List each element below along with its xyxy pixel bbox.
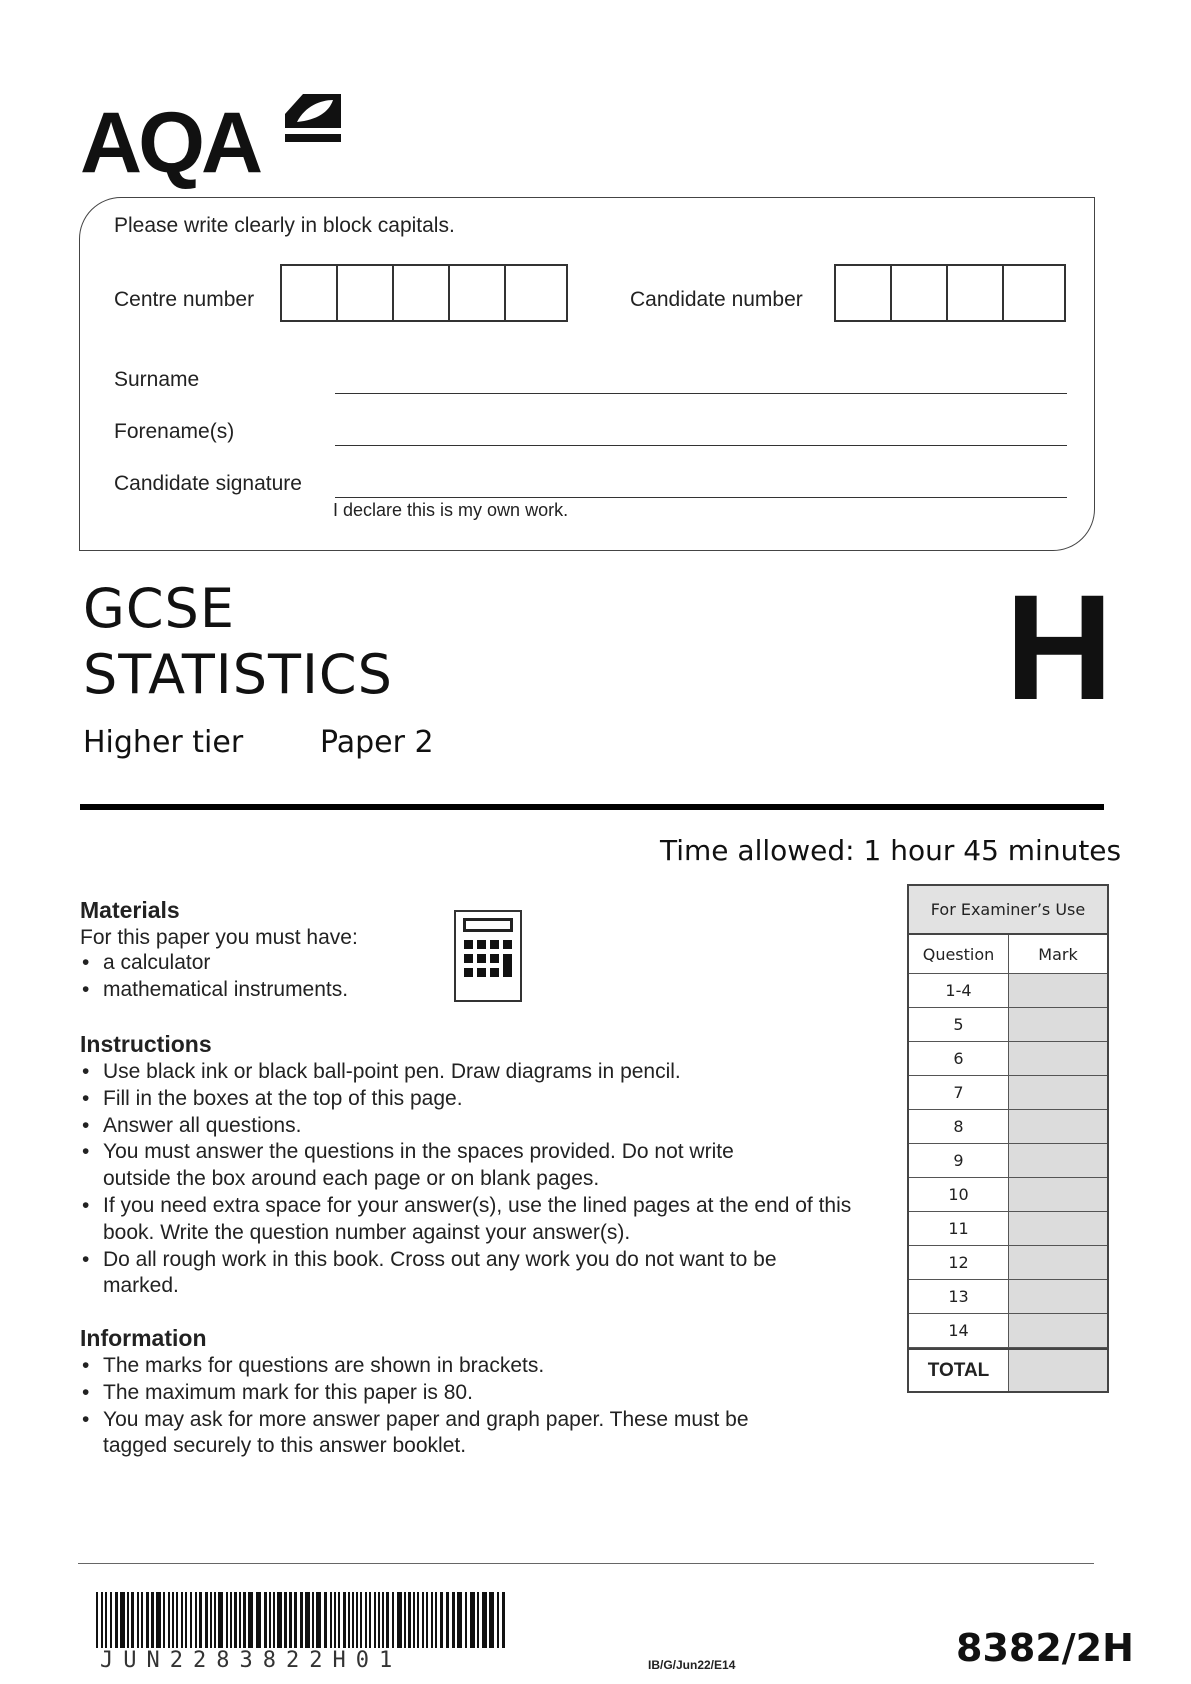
question-column-header: Question	[909, 935, 1009, 973]
mark-cell	[1009, 1212, 1107, 1245]
mark-cell	[1009, 1178, 1107, 1211]
mark-cell	[1009, 1008, 1107, 1041]
instructions-list	[80, 1059, 880, 1300]
mark-cell	[1009, 1144, 1107, 1177]
centre-number-digit-box[interactable]	[506, 266, 562, 320]
candidate-number-digit-box[interactable]	[892, 266, 948, 320]
list-item: • The maximum mark for this paper is 80.	[80, 1380, 820, 1407]
tier-label: Higher tier	[83, 725, 244, 760]
information-heading: Information	[80, 1325, 207, 1351]
materials-heading: Materials	[80, 897, 180, 923]
mark-column-header: Mark	[1009, 935, 1107, 973]
question-number: 8	[909, 1110, 1009, 1143]
materials-list	[80, 950, 460, 1004]
list-item: • If you need extra space for your answer(s), use the lined pages at the end of this book. Write the question number against your answer(s).	[80, 1193, 873, 1247]
list-item: • Use black ink or black ball-point pen. Draw diagrams in pencil.	[80, 1059, 880, 1086]
mark-cell	[1009, 1280, 1107, 1313]
calculator-icon	[454, 910, 522, 1002]
forenames-field[interactable]	[335, 445, 1067, 446]
total-label: TOTAL	[909, 1350, 1009, 1391]
mark-cell	[1009, 1042, 1107, 1075]
time-allowed: Time allowed: 1 hour 45 minutes	[660, 834, 1122, 867]
list-item: • Answer all questions.	[80, 1113, 880, 1140]
examiner-table-title: For Examiner’s Use	[909, 886, 1107, 935]
mark-cell	[1009, 1076, 1107, 1109]
barcode	[96, 1592, 508, 1648]
aqa-logo: AQA	[80, 95, 260, 191]
table-row	[909, 1178, 1107, 1212]
question-number: 7	[909, 1076, 1009, 1109]
centre-number-boxes[interactable]	[280, 264, 568, 322]
list-item: • You may ask for more answer paper and graph paper. These must be tagged securely to this answer booklet.	[80, 1407, 803, 1461]
total-row	[909, 1348, 1107, 1391]
footer-divider	[78, 1563, 1094, 1564]
candidate-number-digit-box[interactable]	[948, 266, 1004, 320]
table-row	[909, 1144, 1107, 1178]
reference-code: IB/G/Jun22/E14	[648, 1658, 736, 1672]
surname-label: Surname	[114, 368, 200, 391]
question-number: 1-4	[909, 974, 1009, 1007]
instructions-heading: Instructions	[80, 1031, 212, 1057]
question-number: 12	[909, 1246, 1009, 1279]
candidate-number-label: Candidate number	[630, 288, 803, 311]
question-number: 13	[909, 1280, 1009, 1313]
examiner-table-header	[909, 935, 1107, 974]
mark-cell	[1009, 1110, 1107, 1143]
question-number: 11	[909, 1212, 1009, 1245]
table-row	[909, 974, 1107, 1008]
list-item: • Do all rough work in this book. Cross out any work you do not want to be marked.	[80, 1247, 783, 1301]
surname-field[interactable]	[335, 393, 1067, 394]
mark-cell	[1009, 1314, 1107, 1347]
paper-label: Paper 2	[320, 725, 434, 760]
centre-number-digit-box[interactable]	[394, 266, 450, 320]
question-number: 10	[909, 1178, 1009, 1211]
list-item: • The marks for questions are shown in brackets.	[80, 1353, 820, 1380]
subject-title: STATISTICS	[83, 643, 393, 706]
table-row	[909, 1212, 1107, 1246]
candidate-number-boxes[interactable]	[834, 264, 1066, 322]
signature-label: Candidate signature	[114, 472, 302, 495]
examiner-use-table	[907, 884, 1109, 1393]
question-number: 6	[909, 1042, 1009, 1075]
table-row	[909, 1110, 1107, 1144]
centre-number-digit-box[interactable]	[282, 266, 338, 320]
list-item: • mathematical instruments.	[80, 977, 460, 1004]
title-divider	[80, 804, 1104, 810]
mark-cell	[1009, 1246, 1107, 1279]
table-row	[909, 1246, 1107, 1280]
list-item: • Fill in the boxes at the top of this page.	[80, 1086, 880, 1113]
list-item: • a calculator	[80, 950, 460, 977]
question-number: 9	[909, 1144, 1009, 1177]
question-number: 14	[909, 1314, 1009, 1347]
aqa-leaf-icon	[283, 92, 343, 150]
tier-letter: H	[1005, 563, 1114, 731]
information-list	[80, 1353, 820, 1460]
table-row	[909, 1314, 1107, 1348]
table-row	[909, 1008, 1107, 1042]
forenames-label: Forename(s)	[114, 420, 235, 443]
total-mark-cell	[1009, 1350, 1107, 1391]
centre-number-digit-box[interactable]	[338, 266, 394, 320]
table-row	[909, 1042, 1107, 1076]
candidate-number-digit-box[interactable]	[1004, 266, 1060, 320]
table-row	[909, 1280, 1107, 1314]
qualification-title: GCSE	[83, 577, 235, 640]
question-number: 5	[909, 1008, 1009, 1041]
block-capitals-instruction: Please write clearly in block capitals.	[114, 214, 455, 237]
declaration-text: I declare this is my own work.	[333, 500, 569, 520]
centre-number-digit-box[interactable]	[450, 266, 506, 320]
materials-intro: For this paper you must have:	[80, 926, 358, 949]
table-row	[909, 1076, 1107, 1110]
mark-cell	[1009, 974, 1107, 1007]
paper-code: 8382/2H	[956, 1626, 1134, 1670]
candidate-number-digit-box[interactable]	[836, 266, 892, 320]
list-item: • You must answer the questions in the spaces provided. Do not write outside the box around each page or on blank pages.	[80, 1139, 763, 1193]
centre-number-label: Centre number	[114, 288, 255, 311]
signature-field[interactable]	[335, 497, 1067, 498]
barcode-text: JUN2283822H01	[100, 1648, 403, 1673]
